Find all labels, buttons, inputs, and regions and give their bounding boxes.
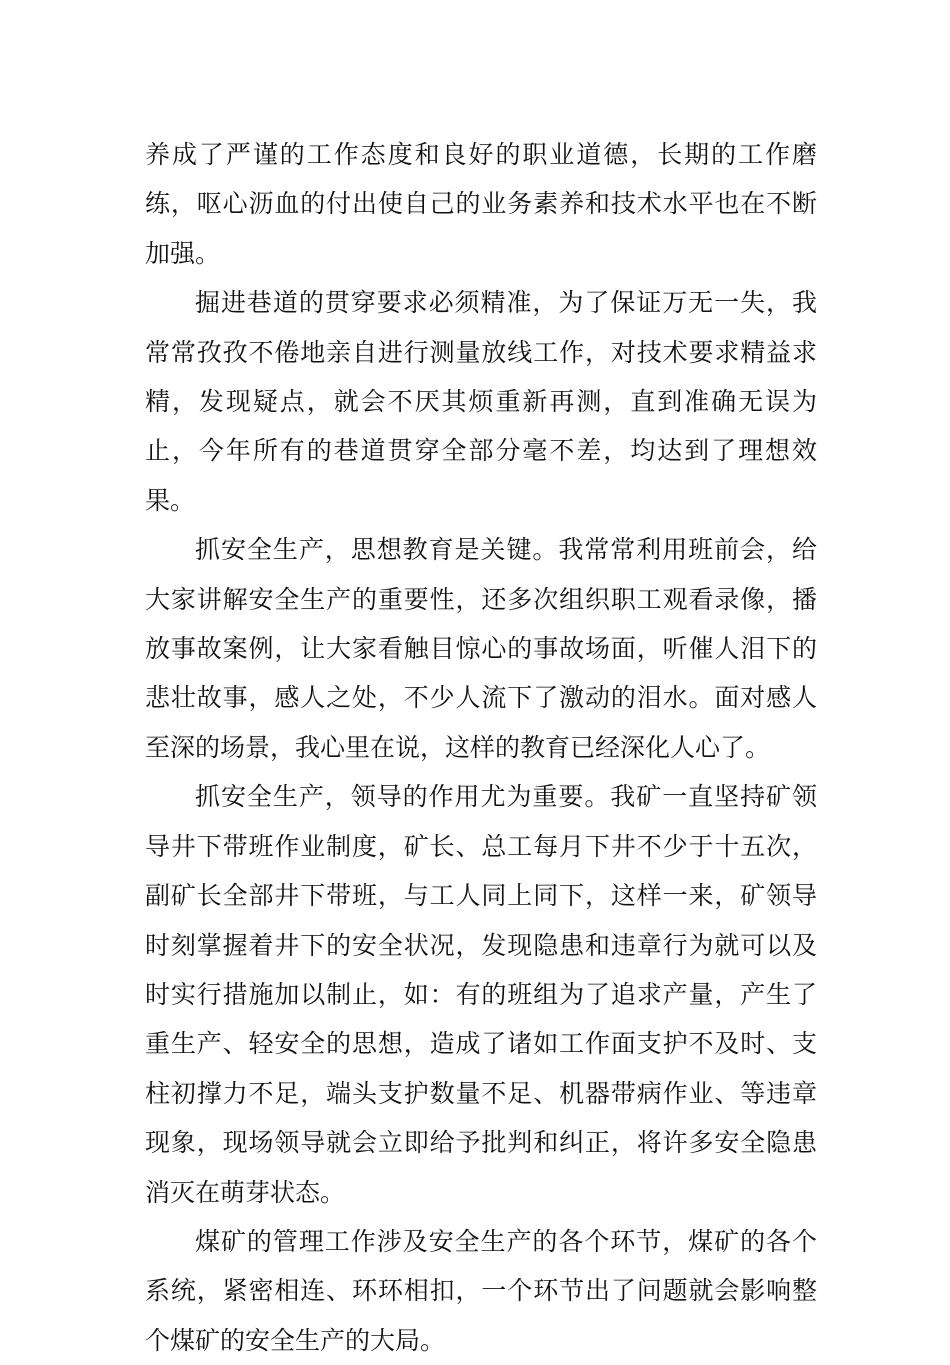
paragraph-continuation: 养成了严谨的工作态度和良好的职业道德，长期的工作磨练，呕心沥血的付出使自己的业务素养和技术水平也在不断加强。 [145,140,817,268]
paragraph-safety-education: 抓安全生产，思想教育是关键。我常常利用班前会，给大家讲解安全生产的重要性，还多次组织职工观看录像，播放事故案例，让大家看触目惊心的事故场面，听催人泪下的悲壮故事，感人之处，不少人流下了激动的泪水。面对感人至深的场景，我心里在说，这样的教育已经深化人心了。 [145,535,817,762]
paragraph-tunnel-survey: 掘进巷道的贯穿要求必须精准，为了保证万无一失，我常常孜孜不倦地亲自进行测量放线工作，对技术要求精益求精，发现疑点，就会不厌其烦重新再测，直到准确无误为止，今年所有的巷道贯穿全部分毫不差，均达到了理想效果。 [145,288,817,515]
paragraph-leadership-role: 抓安全生产，领导的作用尤为重要。我矿一直坚持矿领导井下带班作业制度，矿长、总工每月下井不少于十五次，副矿长全部井下带班，与工人同上同下，这样一来，矿领导时刻掌握着井下的安全状况，发现隐患和违章行为就可以及时实行措施加以制止，如：有的班组为了追求产量，产生了重生产、轻安全的思想，造成了诸如工作面支护不及时、支柱初撑力不足，端头支护数量不足、机器带病作业、等违章现象，现场领导就会立即给予批判和纠正，将许多安全隐患消灭在萌芽状态。 [145,782,817,1207]
document-body [145,130,817,1365]
paragraph-management-overview: 煤矿的管理工作涉及安全生产的各个环节，煤矿的各个系统，紧密相连、环环相扣，一个环节出了问题就会影响整个煤矿的安全生产的大局。 [145,1226,817,1355]
